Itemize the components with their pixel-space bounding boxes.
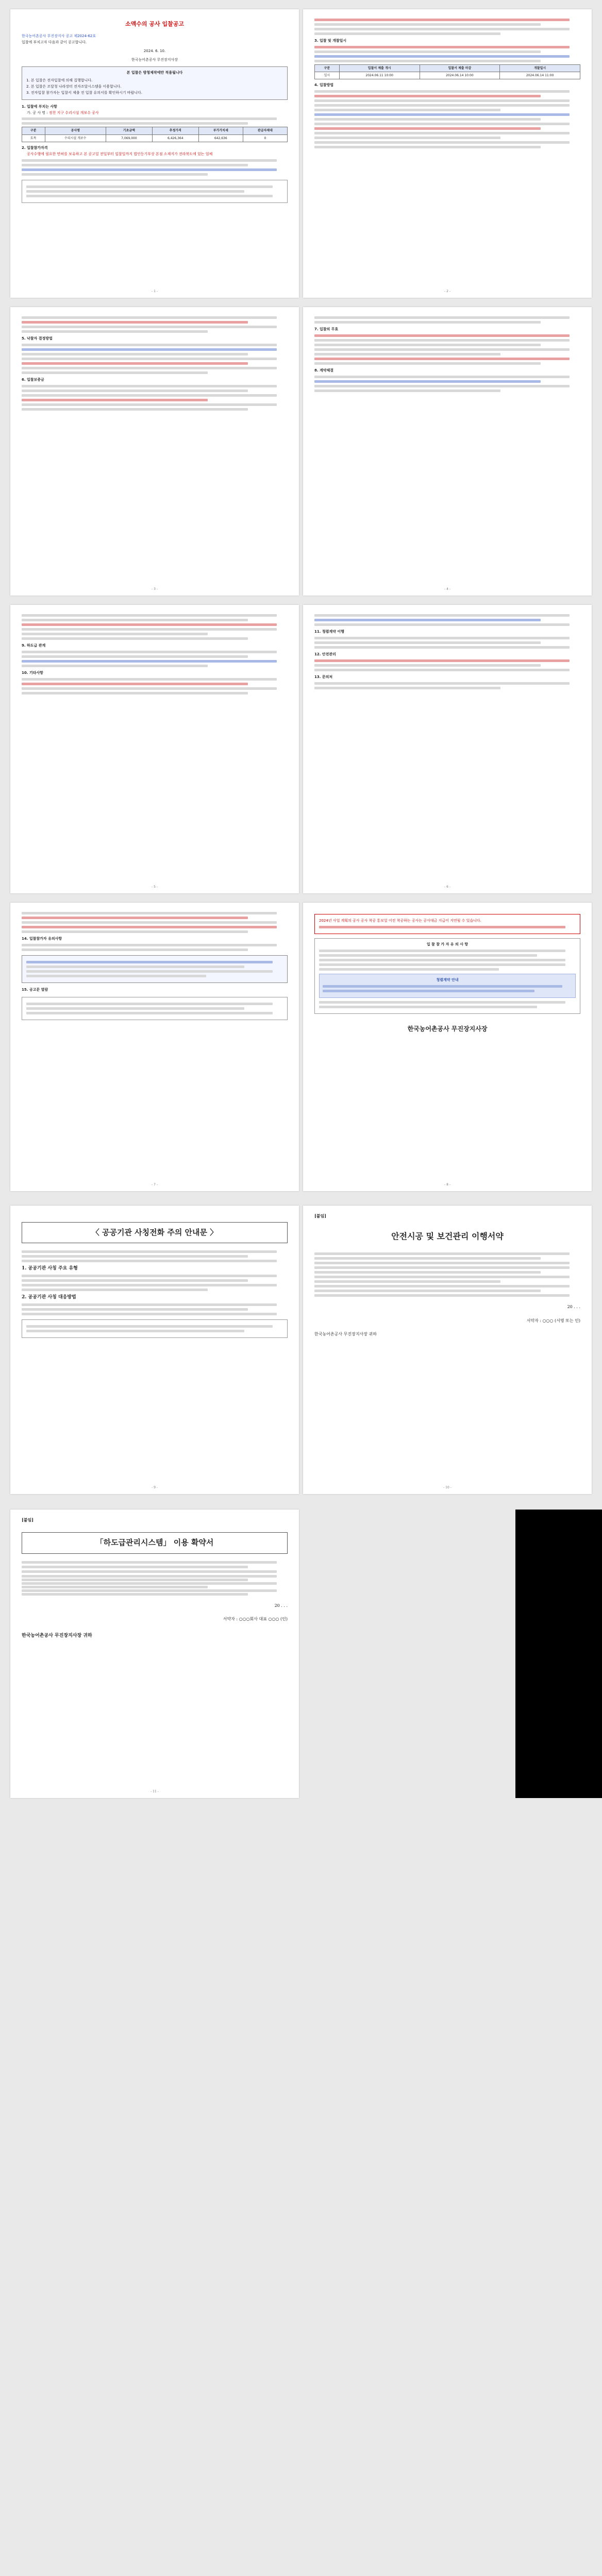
table-row — [22, 134, 288, 142]
org-name: 한국농어촌공사 무진장지사장 — [131, 57, 178, 62]
page-number: - 2 - — [444, 289, 450, 293]
item-line — [22, 110, 288, 116]
text-line — [314, 339, 570, 342]
text-line — [22, 1275, 277, 1277]
text-line — [22, 637, 248, 640]
table-header: 부가가치세 — [198, 127, 243, 134]
text-line — [22, 344, 277, 346]
section-heading: 8. 계약체결 — [314, 368, 334, 372]
text-line — [314, 682, 570, 685]
text-line — [314, 334, 570, 337]
text-line — [314, 1285, 570, 1287]
table-header: 입찰서 제출 개시 — [339, 64, 420, 72]
table-header: 공사명 — [45, 127, 106, 134]
text-line — [314, 104, 570, 107]
text-line — [26, 1007, 244, 1010]
blank-area — [515, 1510, 602, 1798]
text-line — [22, 394, 277, 397]
section-heading: 13. 문의처 — [314, 674, 333, 679]
text-line — [314, 1262, 570, 1264]
section-heading: 7. 입찰의 무효 — [314, 327, 339, 331]
text-line — [319, 926, 565, 928]
text-line — [22, 1579, 248, 1581]
text-line — [26, 970, 273, 973]
text-line — [22, 1313, 277, 1315]
table-cell: 0 — [243, 134, 287, 142]
text-line — [314, 32, 500, 35]
section-heading: 5. 낙찰자 결정방법 — [22, 336, 53, 341]
item-label: 가. 공 사 명 : — [27, 110, 48, 115]
text-line — [22, 633, 208, 635]
signer-line: 서약자 : ○○○ (서명 또는 인) — [526, 1318, 580, 1323]
text-line — [22, 948, 248, 951]
text-line — [22, 117, 277, 120]
text-line — [323, 985, 562, 988]
table-cell: 6,426,364 — [152, 134, 198, 142]
page-10 — [303, 1206, 592, 1494]
page-number: - 3 - — [152, 587, 158, 591]
page-number: - 8 - — [444, 1182, 450, 1187]
section-heading: 6. 입찰보증금 — [22, 377, 44, 382]
page-title: 「하도급관리시스템」 이용 확약서 — [22, 1532, 288, 1553]
section-heading: 11. 청렴계약 이행 — [314, 630, 344, 634]
text-line — [26, 1330, 244, 1332]
text-line — [314, 614, 570, 617]
text-line — [22, 326, 277, 328]
text-line — [319, 959, 565, 961]
table-cell: 7,069,000 — [106, 134, 152, 142]
text-line — [22, 665, 208, 667]
text-line — [22, 1289, 208, 1291]
page-4 — [303, 307, 592, 596]
table-header: 개찰일시 — [500, 64, 580, 72]
text-line — [22, 1255, 248, 1258]
text-line — [22, 917, 248, 919]
text-line — [314, 146, 541, 148]
text-line — [22, 1575, 277, 1578]
text-line — [22, 944, 277, 946]
table-header: 입찰서 제출 마감 — [420, 64, 500, 72]
notice-box — [22, 66, 288, 99]
date-line: 20 . . . — [274, 1603, 288, 1608]
intro-line: 입찰에 부치고자 다음과 같이 공고합니다. — [22, 40, 87, 44]
table-cell: 토목 — [22, 134, 45, 142]
item-value: 정천 지구 수리시설 개보수 공사 — [48, 110, 99, 115]
table-header: 기초금액 — [106, 127, 152, 134]
text-line — [22, 173, 208, 176]
text-line — [22, 389, 248, 392]
notice-item: 1. 본 입찰은 전자입찰에 의해 집행합니다. — [26, 78, 93, 83]
cost-table — [22, 127, 288, 142]
notice-box — [22, 955, 288, 983]
page-number: - 9 - — [152, 1485, 158, 1489]
text-line — [22, 1589, 277, 1592]
page-8 — [303, 903, 592, 1191]
text-line — [22, 358, 277, 360]
text-line — [314, 141, 570, 144]
page-9 — [10, 1206, 299, 1494]
text-line — [323, 990, 534, 992]
text-line — [314, 95, 541, 97]
section-heading: 10. 기타사항 — [22, 670, 43, 675]
text-line — [314, 687, 500, 689]
text-line — [22, 628, 277, 631]
info-box — [22, 997, 288, 1020]
text-line — [22, 1279, 248, 1282]
box-title: 입 찰 참 가 자 유 의 사 항 — [426, 942, 469, 946]
text-line — [22, 1303, 277, 1306]
text-line — [314, 380, 541, 383]
warning-text: 2024년 사업 계획의 공사 공사 착공 통보일 이전 착공하는 공사는 공사대금 지급이 지연될 수 있습니다. — [319, 919, 481, 923]
text-line — [314, 28, 570, 30]
text-line — [22, 678, 277, 681]
text-line — [314, 99, 570, 102]
text-line — [22, 1284, 277, 1286]
text-line — [26, 1003, 273, 1005]
text-line — [314, 664, 541, 667]
text-line — [314, 90, 570, 93]
text-line — [26, 965, 244, 968]
text-line — [314, 109, 500, 111]
text-line — [314, 1266, 570, 1269]
integrity-band — [319, 974, 576, 998]
page-7 — [10, 903, 299, 1191]
text-line — [26, 1325, 273, 1328]
section-heading: 2. 공공기관 사칭 대응방법 — [22, 1295, 76, 1300]
text-line — [314, 646, 570, 649]
page-5 — [10, 605, 299, 893]
text-line — [314, 1276, 570, 1278]
text-line — [22, 921, 277, 924]
text-line — [314, 118, 541, 121]
text-line — [22, 1570, 277, 1573]
table-cell: 일시 — [315, 72, 340, 79]
text-line — [22, 655, 248, 658]
signer-line: 서약자 : ○○○회사 대표 ○○○ (인) — [223, 1617, 288, 1622]
text-line — [314, 316, 570, 319]
text-line — [22, 399, 208, 401]
text-line — [314, 19, 570, 21]
page-title: 안전시공 및 보건관리 이행서약 — [391, 1231, 504, 1242]
text-line — [314, 1290, 541, 1292]
page-number: - 1 - — [152, 289, 158, 293]
page-title: 〈 공공기관 사칭전화 주의 안내문 〉 — [22, 1222, 288, 1243]
text-line — [319, 950, 565, 952]
text-line — [22, 362, 248, 365]
date: 2024. 6. 10. — [143, 48, 166, 53]
notice-item: 3. 전자입찰 참가자는 입찰서 제출 전 입찰 유의서를 확인하시기 바랍니다. — [26, 90, 143, 95]
addressee: 한국농어촌공사 무진장지사장 귀하 — [22, 1633, 92, 1639]
table-cell: 2024.06.14 10:00 — [420, 72, 500, 79]
text-line — [22, 623, 277, 626]
text-line — [314, 362, 541, 365]
text-line — [22, 408, 248, 411]
text-line — [314, 1271, 541, 1274]
info-box — [22, 1319, 288, 1338]
text-line — [22, 1260, 277, 1262]
text-line — [26, 961, 273, 963]
text-line — [319, 963, 565, 966]
date-line: 20 . . . — [567, 1304, 580, 1310]
table-header: 구분 — [315, 64, 340, 72]
text-line — [314, 344, 541, 346]
text-line — [319, 1006, 537, 1008]
text-line — [22, 683, 248, 685]
table-header: 관급자재대 — [243, 127, 287, 134]
text-line — [22, 912, 277, 914]
text-line — [314, 348, 570, 351]
org-name: 한국농어촌공사 무진장지사장 — [407, 1025, 488, 1032]
page-number: - 4 - — [444, 587, 450, 591]
text-line — [314, 1257, 541, 1260]
text-line — [22, 1566, 248, 1568]
text-line — [314, 1280, 500, 1283]
text-line — [314, 321, 541, 324]
text-line — [314, 669, 570, 671]
section-heading: 1. 입찰에 부치는 사항 — [22, 104, 57, 109]
text-line — [22, 168, 277, 171]
text-line — [314, 353, 500, 355]
text-line — [314, 385, 570, 387]
text-line — [314, 389, 500, 392]
text-line — [22, 385, 277, 387]
text-line — [314, 137, 500, 139]
page-number: - 5 - — [152, 885, 158, 889]
text-line — [22, 348, 277, 351]
section-heading: 2. 입찰참가자격 — [22, 146, 48, 150]
text-line — [314, 50, 541, 53]
page-11 — [10, 1510, 299, 1798]
text-line — [22, 1593, 248, 1596]
page-3 — [10, 307, 299, 596]
page-6 — [303, 605, 592, 893]
notice-item: 2. 본 입찰은 조달청 나라장터 전자조달시스템을 이용합니다. — [26, 84, 122, 89]
text-line — [314, 127, 541, 130]
text-line — [319, 1001, 565, 1004]
text-line — [22, 619, 248, 621]
text-line — [22, 403, 277, 406]
section-heading: 4. 입찰방법 — [314, 83, 334, 88]
table-cell: 2024.06.14 11:00 — [500, 72, 580, 79]
text-line — [22, 1561, 277, 1564]
text-line — [22, 367, 277, 369]
text-line — [314, 619, 541, 621]
text-line — [314, 60, 541, 62]
section-heading: 1. 공공기관 사칭 주요 유형 — [22, 1266, 78, 1272]
text-line — [22, 1586, 208, 1588]
table-header: 구분 — [22, 127, 45, 134]
text-line — [22, 353, 248, 355]
text-line — [314, 132, 570, 134]
table-cell: 2024.06.11 10:00 — [339, 72, 420, 79]
text-line — [314, 637, 570, 639]
text-line — [26, 1012, 273, 1014]
text-line — [22, 614, 277, 617]
addressee: 한국농어촌공사 무진장지사장 귀하 — [314, 1331, 377, 1336]
text-line — [314, 55, 570, 58]
text-line — [314, 1252, 570, 1255]
text-line — [314, 1294, 570, 1297]
table-cell: 수리시설 개보수 — [45, 134, 106, 142]
table-row — [315, 72, 580, 79]
text-line — [314, 23, 541, 26]
section-heading: 3. 입찰 및 개찰일시 — [314, 39, 347, 43]
text-line — [26, 190, 244, 193]
text-line — [314, 623, 570, 626]
text-line — [22, 651, 277, 653]
section-heading: 15. 공고문 열람 — [22, 987, 48, 992]
text-line — [314, 659, 570, 662]
text-line — [22, 687, 277, 690]
text-line — [314, 123, 570, 125]
text-line — [22, 930, 248, 933]
text-line — [314, 358, 570, 360]
page-number: - 11 - — [150, 1789, 159, 1793]
text-line — [314, 641, 541, 644]
text-line — [26, 975, 206, 977]
text-line — [22, 1250, 277, 1253]
table-header: 추정가격 — [152, 127, 198, 134]
notice-box-title: 본 입찰은 방청제작에만 적용됩니다 — [126, 71, 183, 75]
page-number: - 6 - — [444, 885, 450, 889]
text-line — [22, 316, 277, 319]
text-line — [314, 113, 570, 116]
warning-box — [314, 914, 580, 934]
attachment-tag: [붙임] — [22, 1517, 34, 1522]
text-line — [22, 1308, 248, 1311]
text-line — [314, 46, 570, 48]
text-line — [22, 159, 277, 162]
info-box — [22, 180, 288, 203]
text-line — [319, 954, 537, 957]
instructions-box — [314, 938, 580, 1014]
text-line — [22, 321, 248, 324]
text-line — [22, 371, 208, 374]
page-title: 소액수의 공사 입찰공고 — [125, 21, 184, 27]
attachment-tag: [붙임] — [314, 1213, 327, 1218]
page-1 — [10, 9, 299, 298]
text-line — [26, 185, 273, 188]
page-number: - 7 - — [152, 1182, 158, 1187]
section-heading: 14. 입찰참가자 유의사항 — [22, 937, 62, 941]
text-line — [22, 122, 248, 125]
text-line — [22, 164, 248, 166]
section-heading: 12. 안전관리 — [314, 652, 336, 656]
text-line — [26, 195, 273, 197]
qualification-text: 공사수행에 필요한 면허를 보유하고 본 공고일 전일부터 입찰일까지 법인등기부상 본점 소재지가 전라북도에 있는 업체 — [27, 151, 213, 156]
page-number: - 10 - — [443, 1485, 452, 1489]
text-line — [22, 330, 208, 333]
text-line — [314, 376, 570, 378]
table-cell: 642,636 — [198, 134, 243, 142]
intro-line: 한국농어촌공사 무진장지사 공고 제2024-62호 — [22, 34, 96, 39]
band-title: 청렴계약 안내 — [436, 977, 459, 982]
text-line — [22, 926, 277, 928]
page-2 — [303, 9, 592, 298]
text-line — [22, 1582, 277, 1585]
section-heading: 9. 하도급 관계 — [22, 643, 46, 648]
schedule-table — [314, 64, 580, 80]
text-line — [319, 968, 499, 971]
text-line — [22, 692, 248, 694]
text-line — [22, 660, 277, 663]
